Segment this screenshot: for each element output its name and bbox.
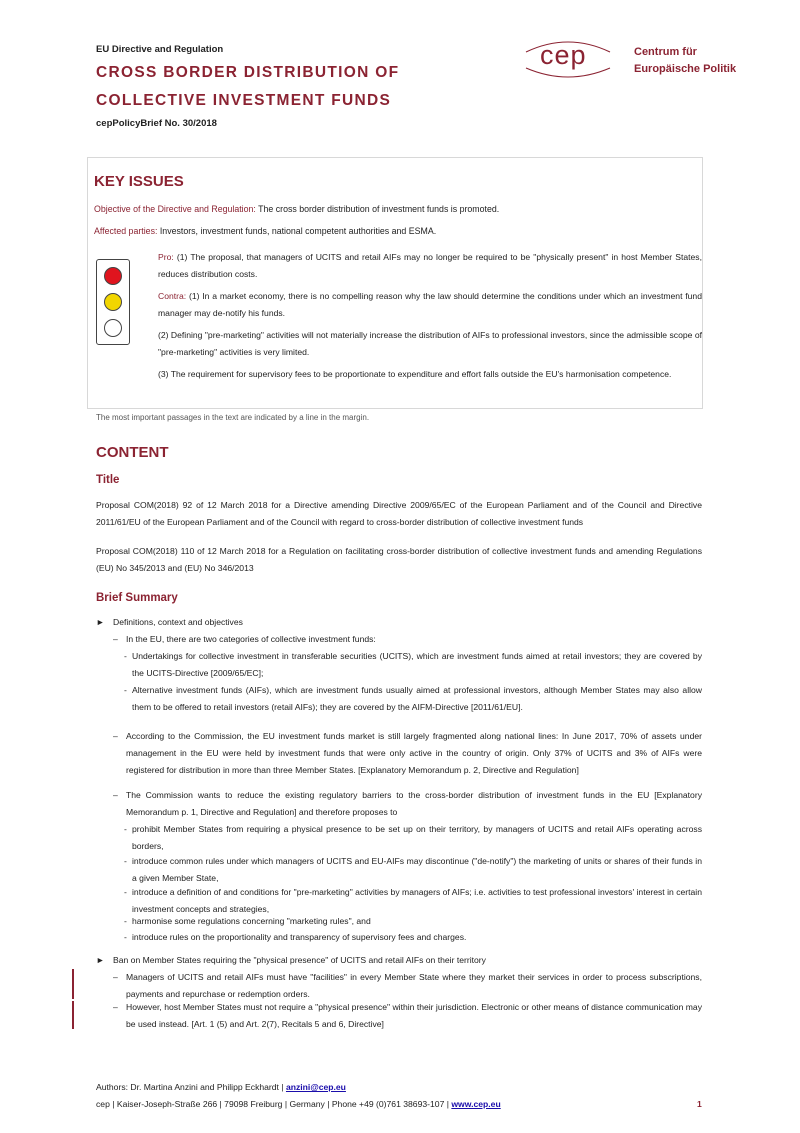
pro-paragraph — [158, 249, 702, 282]
dot-bullet-icon: - — [124, 916, 127, 926]
contra-point-3: (3) The requirement for supervisory fees to be proportionate to expenditure and effort falls outside the EU's harmonisation competence. — [158, 369, 672, 379]
pro-label: Pro: — [158, 252, 174, 262]
key-issues-heading: KEY ISSUES — [94, 173, 184, 190]
objective-label: Objective of the Directive and Regulation: — [94, 204, 256, 214]
objective-text: The cross border distribution of investment funds is promoted. — [255, 204, 500, 214]
green-light-off-icon — [104, 319, 122, 337]
title-proposal-regulation: Proposal COM(2018) 110 of 12 March 2018 for a Regulation on facilitating cross-border distribution of collective investment funds and amending Regulations (EU) No 345/2013 and (EU) No 346/2013 — [96, 546, 702, 573]
authors-text: Authors: Dr. Martina Anzini and Philipp Eckhardt | — [96, 1082, 286, 1092]
doc-title-line2: COLLECTIVE INVESTMENT FUNDS — [96, 92, 392, 109]
summary-1c4: harmonise some regulations concerning "marketing rules", and — [132, 916, 371, 926]
contra-paragraph — [158, 288, 702, 321]
contra-point-2: (2) Defining "pre-marketing" activities will not materially increase the distribution of AIFs to professional investors, since the admissible scope of "pre-marketing" activities is very limited. — [158, 330, 702, 357]
margin-note: The most important passages in the text are indicated by a line in the margin. — [96, 413, 370, 422]
yellow-light-icon — [104, 293, 122, 311]
organization-name-line2: Europäische Politik — [634, 63, 737, 75]
policy-brief-number: cepPolicyBrief No. 30/2018 — [96, 118, 217, 129]
pro-text: (1) The proposal, that managers of UCITS and retail AIFs may no longer be required to be "physically present" in host Member States, reduces distribution costs. — [158, 252, 702, 279]
dot-bullet-icon: - — [124, 651, 127, 661]
doc-title-line1: CROSS BORDER DISTRIBUTION OF — [96, 64, 400, 81]
dot-bullet-icon: - — [124, 932, 127, 942]
footer-address — [96, 1099, 501, 1109]
affected-text: Investors, investment funds, national competent authorities and ESMA. — [157, 226, 437, 236]
summary-1c: The Commission wants to reduce the existing regulatory barriers to the cross-border distribution of investment funds in the EU [Explanatory Memorandum p. 1, Directive and Regulation] and therefore proposes to — [126, 790, 702, 817]
brief-summary-heading: Brief Summary — [96, 592, 178, 604]
margin-line-marker — [72, 1001, 74, 1029]
objective-line — [94, 203, 700, 216]
dot-bullet-icon: - — [124, 685, 127, 695]
address-text: cep | Kaiser-Joseph-Straße 266 | 79098 Freiburg | Germany | Phone +49 (0)761 38693-107 | — [96, 1099, 452, 1109]
contra-text: (1) In a market economy, there is no compelling reason why the law should determine the conditions under which an investment fund manager may de-notify his funds. — [158, 291, 702, 318]
dash-bullet-icon: – — [113, 1002, 118, 1012]
affected-label: Affected parties: — [94, 226, 158, 236]
content-heading: CONTENT — [96, 444, 169, 461]
dash-bullet-icon: – — [113, 790, 118, 800]
dash-bullet-icon: – — [113, 634, 118, 644]
summary-1c2: introduce common rules under which managers of UCITS and EU-AIFs may discontinue ("de-notify") the marketing of units or shares of their funds in a given Member State, — [132, 856, 702, 883]
red-light-icon — [104, 267, 122, 285]
arrow-bullet-icon: ► — [96, 955, 105, 965]
organization-name — [634, 44, 736, 78]
summary-1c3: introduce a definition of and conditions for "pre-marketing" activities by managers of AIFs; i.e. activities to test professional investors' interest in certain investment concepts and strategies, — [132, 887, 702, 914]
summary-1a1: Undertakings for collective investment in transferable securities (UCITS), which are investment funds aimed at retail investors; they are covered by the UCITS-Directive [2009/65/EC]; — [132, 651, 702, 678]
contra-label: Contra: — [158, 291, 187, 301]
summary-2a: Managers of UCITS and retail AIFs must have "facilities" in every Member State where they market their services in order to process subscriptions, payments and repurchase or redemption orders. — [126, 972, 702, 999]
title-subheading: Title — [96, 474, 120, 486]
website-link[interactable]: www.cep.eu — [451, 1099, 501, 1109]
summary-section-1: Definitions, context and objectives — [113, 617, 243, 627]
dot-bullet-icon: - — [124, 887, 127, 897]
title-proposal-directive: Proposal COM(2018) 92 of 12 March 2018 for a Directive amending Directive 2009/65/EC of the European Parliament and of the Council and Directive 2011/61/EU of the European Parliament and of the Council with regard to cross-border distribution of collective investment funds — [96, 500, 702, 527]
arrow-bullet-icon: ► — [96, 617, 105, 627]
dash-bullet-icon: – — [113, 972, 118, 982]
dot-bullet-icon: - — [124, 856, 127, 866]
summary-1b: According to the Commission, the EU investment funds market is still largely fragmented along national lines: In June 2017, 70% of assets under management in the EU were held by investment funds that were only active in the country of origin. Only 37% of UCITS and 3% of AIFs were registered for distribution in more than three Member States. [Explanatory Memorandum p. 2, Directive and Regulation] — [126, 731, 702, 775]
summary-1c1: prohibit Member States from requiring a physical presence to be set up on their territory, by managers of UCITS and retail AIFs operating across borders, — [132, 824, 702, 851]
traffic-light-icon — [96, 259, 130, 345]
cep-logo-text: cep — [540, 40, 587, 70]
summary-1c5: introduce rules on the proportionality and transparency of supervisory fees and charges. — [132, 932, 467, 942]
summary-2b: However, host Member States must not require a "physical presence" within their jurisdiction. Electronic or other means of distance communication may be used instead. [Art. 1 (5) and Art. 2(7), Recitals 5 and 6, Directive] — [126, 1002, 702, 1029]
doc-kicker: EU Directive and Regulation — [96, 44, 224, 55]
dash-bullet-icon: – — [113, 731, 118, 741]
summary-1a: In the EU, there are two categories of collective investment funds: — [126, 634, 376, 644]
organization-name-line1: Centrum für — [634, 46, 697, 58]
footer-authors — [96, 1082, 346, 1092]
dot-bullet-icon: - — [124, 824, 127, 834]
summary-1a2: Alternative investment funds (AIFs), which are investment funds usually aimed at professional investors, although Member States may also allow them to be offered to retail investors (retail AIFs); they are covered by the AIFM-Directive [2011/61/EU]. — [132, 685, 702, 712]
email-link[interactable]: anzini@cep.eu — [285, 1082, 346, 1092]
summary-section-2: Ban on Member States requiring the "physical presence" of UCITS and retail AIFs on their territory — [113, 955, 486, 965]
margin-line-marker — [72, 969, 74, 999]
affected-line — [94, 225, 700, 238]
page-number: 1 — [697, 1099, 702, 1109]
